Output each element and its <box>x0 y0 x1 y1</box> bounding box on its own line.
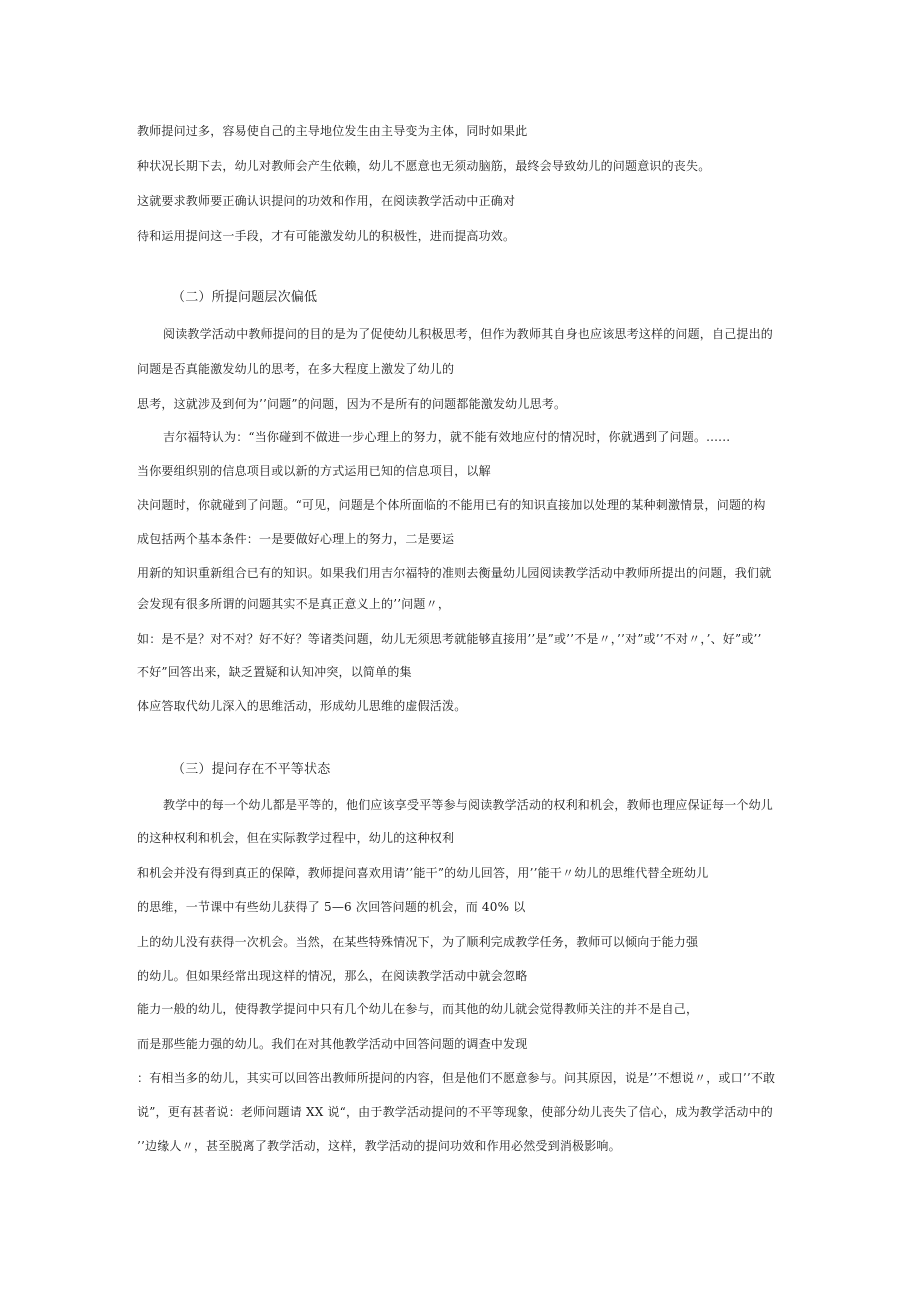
section-heading: （二）所提问题层次偏低 <box>172 290 318 305</box>
paragraph-line: 会发现有很多所谓的问题其实不是真正意义上的’’问题〃， <box>137 597 451 611</box>
paragraph-line: 阅读教学活动中教师提问的目的是为了促使幼儿积极思考，但作为教师其自身也应该思考这样的问题，自己提出的 <box>163 327 774 341</box>
paragraph-line: 这就要求教师要正确认识提问的功效和作用，在阅读教学活动中正确对 <box>137 194 516 208</box>
paragraph-line: 而是那些能力强的幼儿。我们在对其他教学活动中回答问题的调查中发现 <box>137 1037 528 1051</box>
section-heading: （三）提问存在不平等状态 <box>172 762 331 777</box>
paragraph-line: 教学中的每一个幼儿都是平等的，他们应该享受平等参与阅读教学活动的权利和机会，教师也理应保证每一个幼儿 <box>163 798 774 812</box>
paragraph-line: 决问题时，你就碰到了问题。“可见，问题是个体所面临的不能用已有的知识直接加以处理的某种刺激情景，问题的构 <box>137 498 766 512</box>
paragraph-line: 体应答取代幼儿深入的思维活动，形成幼儿思维的虚假活泼。 <box>137 699 467 713</box>
paragraph-line: 和机会并没有得到真正的保障，教师提问喜欢用请’’能干”的幼儿回答，用’’能干〃幼儿的思维代替全班幼儿 <box>137 866 709 880</box>
paragraph-line: 不好”回答出来，缺乏置疑和认知冲突，以简单的集 <box>137 665 412 679</box>
paragraph-line: 思考，这就涉及到何为’’问题”的问题，因为不是所有的问题都能激发幼儿思考。 <box>137 397 567 411</box>
paragraph-line: 的幼儿。但如果经常出现这样的情况，那么，在阅读教学活动中就会忽略 <box>137 969 528 983</box>
paragraph-line: ’’边缘人〃，甚至脱离了教学活动，这样，教学活动的提问功效和作用必然受到消极影响。 <box>137 1139 621 1153</box>
paragraph-line: 待和运用提问这一手段，才有可能激发幼儿的积极性，进而提高功效。 <box>137 229 516 243</box>
paragraph-line: 问题是否真能激发幼儿的思考，在多大程度上激发了幼儿的 <box>137 362 455 376</box>
paragraph-line: 教师提问过多，容易使自己的主导地位发生由主导变为主体，同时如果此 <box>137 124 528 138</box>
paragraph-line: 如：是不是？对不对？好不好？等诸类问题，幼儿无须思考就能够直接用’’是”或’’不是〃，’’对”或’’不对〃，’、好”或’’ <box>137 632 762 646</box>
paragraph-line: 当你要组织别的信息项目或以新的方式运用已知的信息项目，以解 <box>137 464 491 478</box>
paragraph-line: 吉尔福特认为：“当你碰到不做进一步心理上的努力，就不能有效地应付的情况时，你就遇到了问题。...... <box>163 430 731 444</box>
paragraph-line: ：有相当多的幼儿，其实可以回答出教师所提问的内容，但是他们不愿意参与。问其原因，说是’’不想说〃，或口’’不敢 <box>137 1071 776 1085</box>
paragraph-line: 成包括两个基本条件：一是要做好心理上的努力，二是要运 <box>137 532 455 546</box>
paragraph-line: 的这种权利和机会，但在实际教学过程中，幼儿的这种权利 <box>137 831 455 845</box>
paragraph-line: 上的幼儿没有获得一次机会。当然，在某些特殊情况下，为了顺利完成教学任务，教师可以倾向于能力强 <box>137 935 699 949</box>
paragraph-line: 种状况长期下去，幼儿对教师会产生依赖，幼儿不愿意也无须动脑筋，最终会导致幼儿的问题意识的丧失。 <box>137 159 711 173</box>
paragraph-line: 用新的知识重新组合已有的知识。如果我们用吉尔福特的准则去衡量幼儿园阅读教学活动中教师所提出的问题，我们就 <box>137 566 772 580</box>
paragraph-line: 说”，更有甚者说：老师问题请 XX 说“，由于教学活动提问的不平等现象，使部分幼儿丧失了信心，成为教学活动中的 <box>137 1105 773 1119</box>
paragraph-line: 能力一般的幼儿，使得教学提问中只有几个幼儿在参与，而其他的幼儿就会觉得教师关注的并不是自己， <box>137 1002 699 1016</box>
paragraph-line: 的思维，一节课中有些幼儿获得了 5—6 次回答问题的机会，而 40% 以 <box>137 900 526 914</box>
